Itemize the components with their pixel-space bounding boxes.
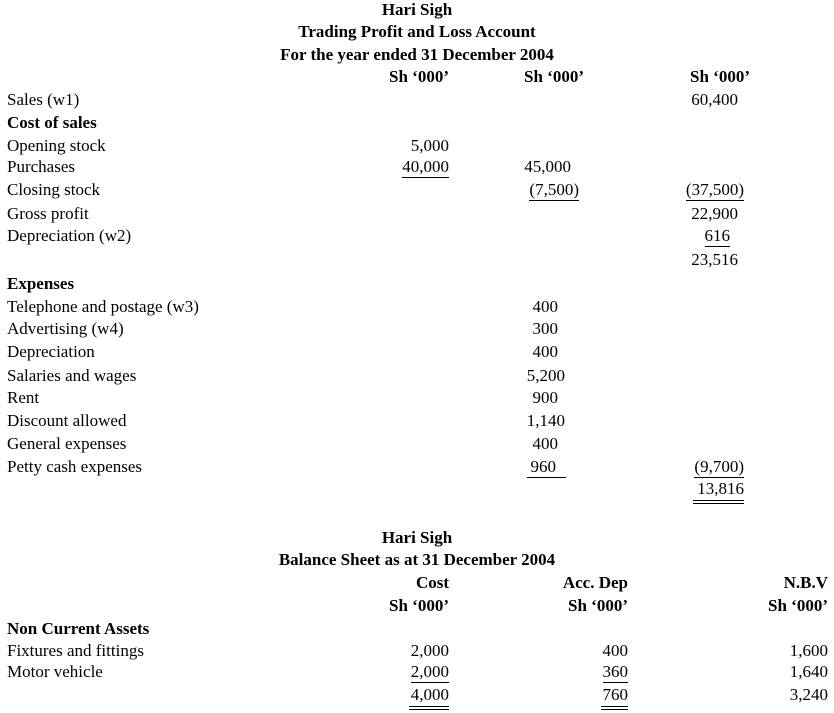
bs-owner: Hari Sigh (381, 528, 453, 547)
asset-label: Fixtures and fittings (7, 641, 144, 660)
pl-col1-header: Sh ‘000’ (389, 67, 449, 86)
asset-cost: 2,000 (410, 641, 449, 660)
net-profit-amount: 13,816 (693, 479, 744, 504)
purchases-label: Purchases (7, 157, 75, 176)
purchases-total: 45,000 (524, 157, 571, 176)
total-cost: 4,000 (409, 685, 449, 710)
expense-amount: 400 (532, 434, 558, 453)
expense-label: Rent (7, 388, 40, 407)
expense-label: Discount allowed (7, 411, 127, 430)
opening-stock-amount: 5,000 (410, 136, 449, 155)
gross-profit-label: Gross profit (7, 204, 89, 223)
expense-label: General expenses (7, 434, 127, 453)
expenses-heading: Expenses (7, 274, 75, 293)
expense-amount: 400 (532, 297, 558, 316)
sales-amount: 60,400 (691, 90, 738, 109)
total-dep: 760 (601, 685, 629, 710)
sales-label: Sales (w1) (7, 90, 80, 109)
asset-label: Motor vehicle (7, 662, 103, 681)
expense-label: Advertising (w4) (7, 319, 124, 338)
closing-stock-cos: (37,500) (685, 180, 744, 199)
bs-accdep-unit: Sh ‘000’ (568, 596, 628, 615)
pl-owner: Hari Sigh (381, 0, 453, 19)
asset-dep: 360 (602, 662, 628, 681)
bs-title: Balance Sheet as at 31 December 2004 (278, 550, 556, 569)
bs-cost-unit: Sh ‘000’ (389, 596, 449, 615)
closing-stock-label: Closing stock (7, 180, 101, 199)
pl-period: For the year ended 31 December 2004 (280, 45, 554, 64)
bs-nbv-unit: Sh ‘000’ (768, 596, 828, 615)
opening-stock-label: Opening stock (7, 136, 106, 155)
asset-nbv: 1,640 (789, 662, 828, 681)
asset-cost: 2,000 (410, 662, 449, 681)
non-current-assets-heading: Non Current Assets (7, 619, 150, 638)
expense-label: Telephone and postage (w3) (7, 297, 199, 316)
bs-nbv-header: N.B.V (783, 573, 828, 592)
cost-of-sales-heading: Cost of sales (7, 113, 97, 132)
expense-amount: 960 (527, 457, 567, 478)
expense-amount: 400 (532, 342, 558, 361)
expense-amount: 1,140 (526, 411, 565, 430)
expense-amount: 300 (532, 319, 558, 338)
pl-col2-header: Sh ‘000’ (524, 67, 584, 86)
expense-label: Salaries and wages (7, 366, 137, 385)
total-expenses-amount: (9,700) (694, 457, 744, 476)
depreciation-w2-label: Depreciation (w2) (7, 226, 132, 245)
expense-label: Petty cash expenses (7, 457, 143, 476)
gross-profit-amount: 22,900 (691, 204, 738, 223)
purchases-amount: 40,000 (402, 157, 449, 176)
expense-amount: 900 (532, 388, 558, 407)
expense-label: Depreciation (7, 342, 95, 361)
bs-cost-header: Cost (415, 573, 449, 592)
asset-dep: 400 (602, 641, 628, 660)
expense-amount: 5,200 (526, 366, 565, 385)
pl-title: Trading Profit and Loss Account (298, 22, 536, 41)
subtotal-amount: 23,516 (691, 250, 738, 269)
asset-nbv: 1,600 (789, 641, 828, 660)
depreciation-w2-amount: 616 (704, 226, 730, 245)
pl-col3-header: Sh ‘000’ (690, 67, 750, 86)
total-nbv: 3,240 (789, 685, 828, 704)
bs-accdep-header: Acc. Dep (562, 573, 628, 592)
closing-stock-amount: (7,500) (529, 180, 579, 199)
